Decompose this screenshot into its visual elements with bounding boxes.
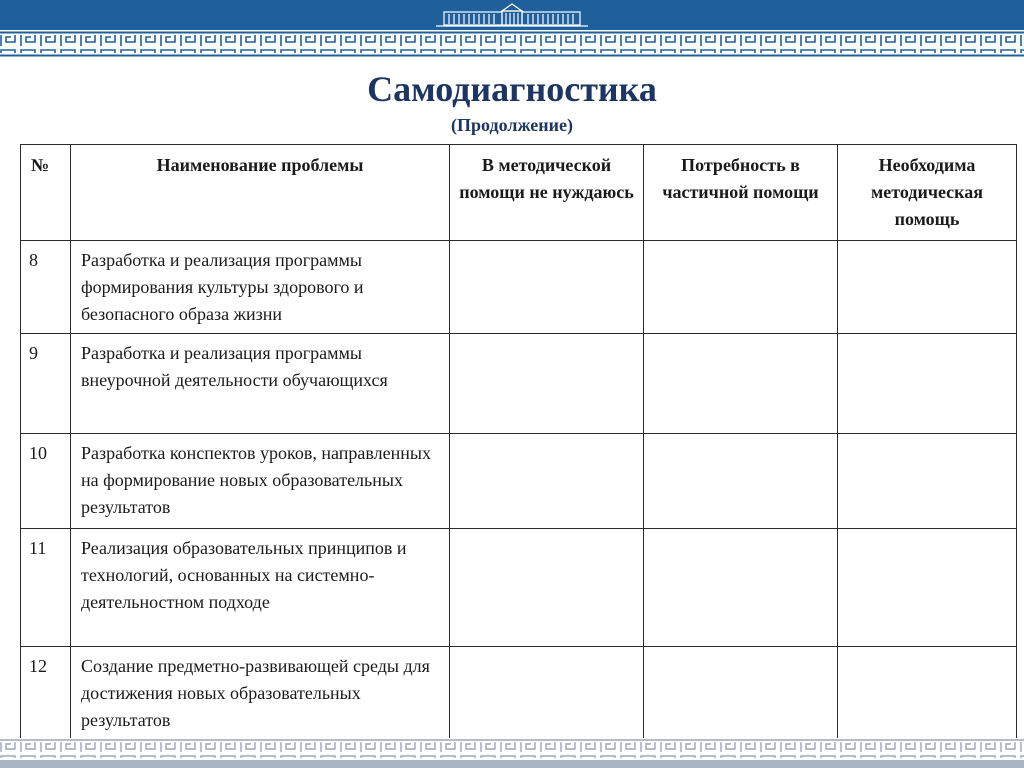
building-logo-icon — [436, 2, 588, 28]
page-title: Самодиагностика — [367, 69, 657, 109]
row-number: 11 — [21, 529, 71, 647]
greek-meander-icon — [0, 30, 1024, 58]
cell-help-needed[interactable] — [838, 241, 1017, 334]
row-problem-text: Разработка и реализация программы внеурочной деятельности обучающихся — [71, 334, 450, 434]
column-header-partial-help: Потребность в частичной помощи — [644, 145, 838, 241]
table-row — [21, 434, 1017, 529]
cell-partial-help[interactable] — [644, 334, 838, 434]
self-diagnostics-table — [20, 144, 1017, 739]
table-header-row — [21, 145, 1017, 241]
column-header-problem: Наименование проблемы — [71, 145, 450, 241]
column-header-help-needed: Необходима методическая помощь — [838, 145, 1017, 241]
cell-no-help[interactable] — [450, 647, 644, 739]
cell-partial-help[interactable] — [644, 529, 838, 647]
column-header-number: № — [21, 145, 71, 241]
cell-partial-help[interactable] — [644, 647, 838, 739]
row-problem-text: Создание предметно-развивающей среды для достижения новых образовательных результатов — [71, 647, 450, 739]
cell-partial-help[interactable] — [644, 241, 838, 334]
cell-help-needed[interactable] — [838, 434, 1017, 529]
cell-help-needed[interactable] — [838, 334, 1017, 434]
header-banner — [0, 0, 1024, 30]
cell-no-help[interactable] — [450, 241, 644, 334]
table-row — [21, 647, 1017, 739]
row-number: 12 — [21, 647, 71, 739]
row-number: 10 — [21, 434, 71, 529]
cell-no-help[interactable] — [450, 529, 644, 647]
cell-no-help[interactable] — [450, 434, 644, 529]
row-problem-text: Реализация образовательных принципов и технологий, основанных на системно-деятельностном подходе — [71, 529, 450, 647]
page-subtitle: (Продолжение) — [451, 115, 573, 135]
table-row — [21, 241, 1017, 334]
column-header-no-help: В методической помощи не нуждаюсь — [450, 145, 644, 241]
cell-no-help[interactable] — [450, 334, 644, 434]
row-number: 8 — [21, 241, 71, 334]
row-number: 9 — [21, 334, 71, 434]
row-problem-text: Разработка и реализация программы формирования культуры здорового и безопасного образа жизни — [71, 241, 450, 334]
cell-partial-help[interactable] — [644, 434, 838, 529]
cell-help-needed[interactable] — [838, 647, 1017, 739]
cell-help-needed[interactable] — [838, 529, 1017, 647]
table-row — [21, 334, 1017, 434]
greek-meander-icon — [0, 738, 1024, 768]
row-problem-text: Разработка конспектов уроков, направленных на формирование новых образовательных результатов — [71, 434, 450, 529]
table-row — [21, 529, 1017, 647]
